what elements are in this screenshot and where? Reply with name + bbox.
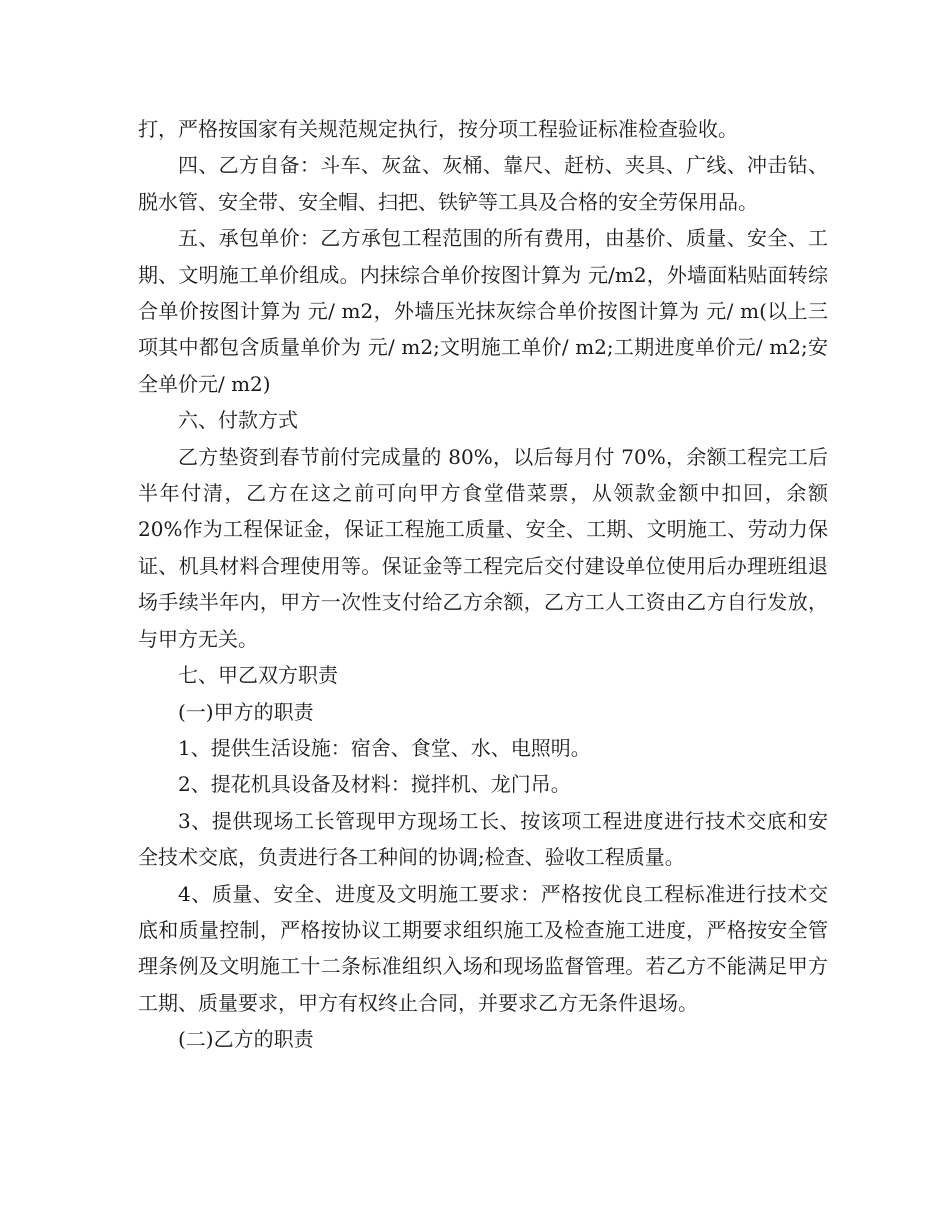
paragraph-continuation: 打，严格按国家有关规范规定执行，按分项工程验证标准检查验收。 xyxy=(138,117,738,141)
subheading-party-a: (一)甲方的职责 xyxy=(178,699,314,724)
list-item-2: 2、提花机具设备及材料：搅拌机、龙门吊。 xyxy=(178,772,571,797)
section-heading-payment: 六、付款方式 xyxy=(178,408,298,433)
document-body xyxy=(138,111,828,1058)
section-heading-responsibilities: 七、甲乙双方职责 xyxy=(178,663,338,688)
list-item-4: 4、质量、安全、进度及文明施工要求：严格按优良工程标准进行技术交底和质量控制，严格按协议工期要求组织施工及检查施工进度，严格按安全管理条例及文明施工十二条标准组织入场和现场监督管理。若乙方不能满足甲方工期、质量要求，甲方有权终止合同，并要求乙方无条件退场。 xyxy=(138,881,828,1015)
paragraph-tools: 四、乙方自备：斗车、灰盆、灰桶、靠尺、赶枋、夹具、广线、冲击钻、脱水管、安全带、安全帽、扫把、铁铲等工具及合格的安全劳保用品。 xyxy=(138,153,828,214)
subheading-party-b: (二)乙方的职责 xyxy=(178,1027,314,1052)
paragraph-unit-price: 五、承包单价：乙方承包工程范围的所有费用，由基价、质量、安全、工期、文明施工单价组成。内抹综合单价按图计算为 元/m2，外墙面粘贴面转综合单价按图计算为 元/ m2，外墙压光抹灰综合单价按图计算为 元/ m(以上三项其中都包含质量单价为 元/ m2;文明施工单价/ m2;工期进度单价元/ m2;安全单价元/ m2) xyxy=(138,226,828,396)
list-item-1: 1、提供生活设施：宿舍、食堂、水、电照明。 xyxy=(178,735,591,760)
list-item-3: 3、提供现场工长管现甲方现场工长、按该项工程进度进行技术交底和安全技术交底，负责进行各工种间的协调;检查、验收工程质量。 xyxy=(138,808,828,870)
paragraph-payment-terms: 乙方垫资到春节前付完成量的 80%，以后每月付 70%，余额工程完工后半年付清，乙方在这之前可向甲方食堂借菜票，从领款金额中扣回，余额 20%作为工程保证金，保证工程施工质量、安全、工期、文明施工、劳动力保证、机具材料合理使用等。保证金等工程完后交付建设单位使用后办理班组退场手续半年内，甲方一次性支付给乙方余额，乙方工人工资由乙方自行发放，与甲方无关。 xyxy=(138,444,828,651)
